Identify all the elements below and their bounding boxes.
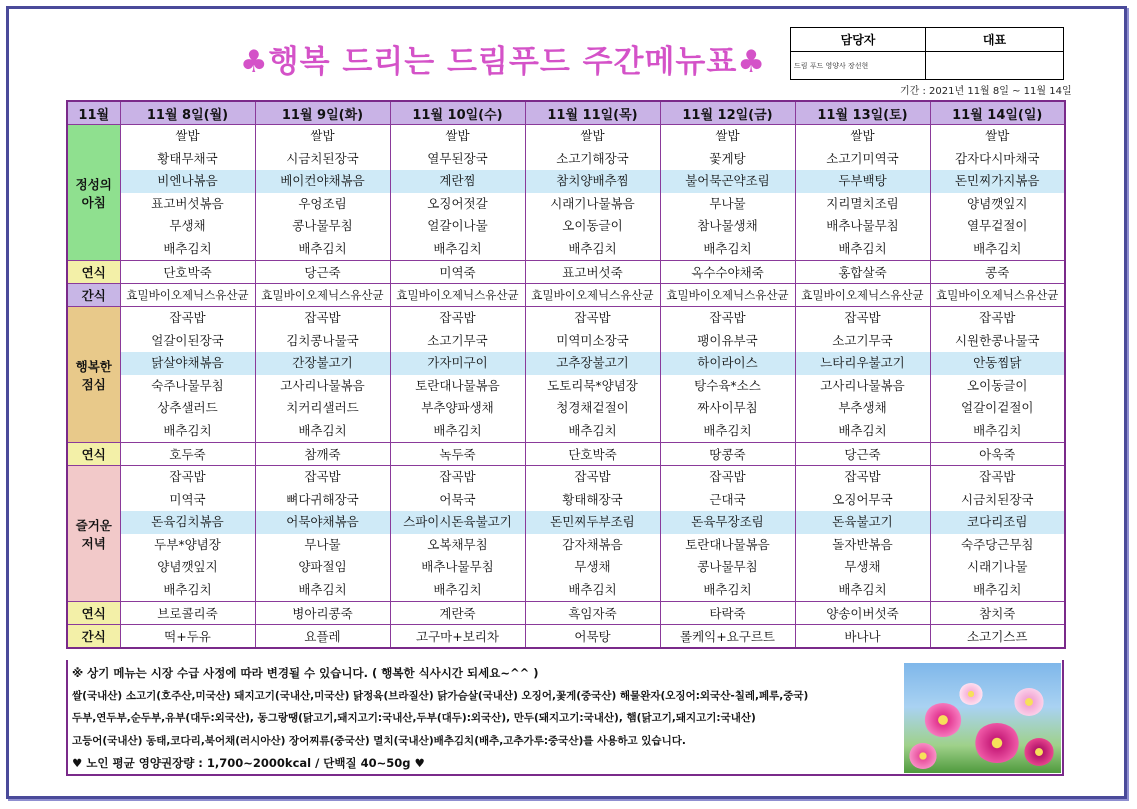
menu-item: 배추김치	[298, 422, 347, 438]
menu-item: 배추나물무침	[826, 218, 899, 233]
menu-item: 시래기나물	[967, 559, 1028, 574]
menu-item: 돈육무장조림	[661, 511, 795, 534]
menu-item: 잡곡밥	[169, 469, 206, 484]
breakfast-cell	[795, 125, 930, 261]
menu-item: 어묵국	[439, 491, 476, 507]
menu-item: 탕수육*소스	[694, 377, 761, 393]
day-header: 11월 9일(화)	[255, 101, 390, 125]
menu-item: 배추김치	[163, 422, 212, 438]
menu-item: 지리멸치조림	[826, 195, 899, 211]
menu-item: 배추김치	[568, 581, 617, 597]
menu-item: 무나물	[709, 195, 746, 211]
porridge-item: 콩죽	[930, 261, 1065, 284]
menu-item: 고추장불고기	[526, 352, 660, 375]
dinner-cell	[390, 466, 525, 602]
porridge-item: 계란죽	[390, 602, 525, 625]
menu-item: 쌀밥	[715, 128, 740, 143]
breakfast-cell	[120, 125, 255, 261]
porridge-item: 단호박죽	[525, 443, 660, 466]
menu-item: 소고기미역국	[826, 150, 899, 166]
snack-item: 효밀바이오제닉스유산균	[120, 284, 255, 307]
menu-item: 쌀밥	[310, 128, 335, 143]
menu-item: 배추김치	[568, 240, 617, 256]
menu-item: 스파이시돈육불고기	[391, 511, 525, 534]
menu-item: 가자미구이	[391, 352, 525, 375]
menu-item: 잡곡밥	[979, 469, 1016, 484]
menu-item: 잡곡밥	[304, 469, 341, 484]
snack-item: 요플레	[255, 625, 390, 649]
day-header: 11월 11일(목)	[525, 101, 660, 125]
porridge-item: 홍합살죽	[795, 261, 930, 284]
snack-item: 롤케익+요구르트	[660, 625, 795, 649]
menu-item: 열무겉절이	[967, 218, 1028, 233]
menu-item: 양념깻잎지	[967, 195, 1028, 211]
menu-item: 잡곡밥	[844, 310, 881, 325]
menu-item: 배추김치	[298, 240, 347, 256]
menu-item: 시금치된장국	[961, 491, 1034, 507]
footer-notes	[66, 660, 1064, 776]
snack-item: 효밀바이오제닉스유산균	[255, 284, 390, 307]
day-header: 11월 12일(금)	[660, 101, 795, 125]
breakfast-cell	[525, 125, 660, 261]
menu-item: 비엔나볶음	[121, 170, 255, 193]
porridge-item: 흑임자죽	[525, 602, 660, 625]
ceo-value	[926, 52, 1063, 79]
menu-item: 안동찜닭	[931, 352, 1065, 375]
porridge-item: 미역죽	[390, 261, 525, 284]
menu-item: 무나물	[304, 536, 341, 552]
menu-item: 오이동글이	[967, 377, 1028, 393]
menu-item: 무생채	[574, 559, 611, 574]
snack-item: 효밀바이오제닉스유산균	[525, 284, 660, 307]
menu-item: 잡곡밥	[169, 310, 206, 325]
lunch-row	[67, 307, 1065, 443]
menu-item: 김치콩나물국	[286, 332, 359, 348]
menu-item: 쌀밥	[175, 128, 200, 143]
dinner-label-line2: 저녁	[81, 535, 106, 551]
menu-item: 꽃게탕	[709, 150, 746, 166]
breakfast-label	[67, 125, 120, 261]
menu-item: 오징어무국	[832, 491, 893, 507]
lunch-cell	[255, 307, 390, 443]
menu-item: 토란대나물볶음	[685, 536, 770, 552]
menu-item: 베이컨야채볶음	[256, 170, 390, 193]
lunch-label	[67, 307, 120, 443]
menu-item: 배추김치	[703, 240, 752, 256]
menu-item: 오징어젓갈	[427, 195, 488, 211]
snack-item: 어묵탕	[525, 625, 660, 649]
page-title: ♣행복 드리는 드림푸드 주간메뉴표♣	[239, 44, 767, 80]
breakfast-cell	[930, 125, 1065, 261]
dinner-cell	[660, 466, 795, 602]
menu-item: 황태무채국	[157, 150, 218, 166]
menu-item: 표고버섯볶음	[151, 195, 224, 211]
menu-item: 간장불고기	[256, 352, 390, 375]
day-header: 11월 14일(일)	[930, 101, 1065, 125]
snack-item: 효밀바이오제닉스유산균	[660, 284, 795, 307]
menu-item: 양념깻잎지	[157, 559, 218, 574]
menu-item: 돌자반볶음	[832, 536, 893, 552]
menu-item: 돈육불고기	[796, 511, 930, 534]
menu-item: 숙주당근무침	[961, 536, 1034, 552]
menu-item: 미역미소장국	[556, 332, 629, 348]
porridge-item: 양송이버섯죽	[795, 602, 930, 625]
dinner-cell	[525, 466, 660, 602]
snack-pm-row	[67, 625, 1065, 649]
menu-item: 코다리조림	[931, 511, 1065, 534]
menu-item: 숙주나물무침	[151, 377, 224, 393]
snack-item: 효밀바이오제닉스유산균	[390, 284, 525, 307]
origin-line: 고등어(국내산) 동태,코다리,북어채(러시아산) 장어찌류(중국산) 멸치(국내산)배추김치(배추,고추가루:중국산)를 사용하고 있습니다.	[72, 734, 686, 747]
lunch-label-line2: 점심	[81, 376, 106, 392]
breakfast-label-line1: 정성의	[75, 176, 112, 192]
menu-item: 쌀밥	[445, 128, 470, 143]
menu-item: 소고기무국	[832, 332, 893, 348]
notice-line: ※ 상기 메뉴는 시장 수급 사정에 따라 변경될 수 있습니다. ( 행복한 식사시간 되세요~^^ )	[72, 666, 539, 680]
day-header: 11월 13일(토)	[795, 101, 930, 125]
approval-box	[790, 27, 1064, 80]
porridge-item: 병아리콩죽	[255, 602, 390, 625]
menu-item: 잡곡밥	[709, 310, 746, 325]
menu-item: 미역국	[169, 491, 206, 507]
menu-item: 잡곡밥	[304, 310, 341, 325]
period-text: 기간 : 2021년 11월 8일 ~ 11월 14일	[900, 86, 1072, 97]
porridge-item: 참치죽	[930, 602, 1065, 625]
menu-item: 배추김치	[163, 581, 212, 597]
menu-item: 느타리우불고기	[796, 352, 930, 375]
footer-lines	[72, 662, 902, 775]
dinner-row	[67, 466, 1065, 602]
menu-item: 돈민찌가지볶음	[931, 170, 1065, 193]
menu-item: 감자다시마채국	[954, 150, 1040, 166]
lunch-cell	[795, 307, 930, 443]
menu-item: 부추양파생채	[421, 400, 494, 415]
menu-item: 배추김치	[838, 240, 887, 256]
menu-item: 고사리나물볶음	[280, 377, 365, 393]
breakfast-cell	[390, 125, 525, 261]
breakfast-label-line2: 아침	[81, 194, 106, 210]
menu-item: 시원한콩나물국	[954, 332, 1040, 348]
porridge-label: 연식	[67, 261, 120, 284]
menu-item: 참치양배추찜	[526, 170, 660, 193]
menu-item: 참나물생채	[697, 218, 758, 233]
lunch-cell	[525, 307, 660, 443]
menu-item: 근대국	[709, 491, 746, 507]
menu-item: 쌀밥	[580, 128, 605, 143]
lunch-cell	[120, 307, 255, 443]
snack-item: 소고기스프	[930, 625, 1065, 649]
nutrition-line: ♥ 노인 평균 영양권장량 : 1,700~2000kcal / 단백질 40~50g ♥	[72, 756, 425, 770]
snack-label: 간식	[67, 625, 120, 649]
snack-item: 효밀바이오제닉스유산균	[795, 284, 930, 307]
menu-item: 도토리묵*양념장	[547, 377, 638, 393]
snack-label: 간식	[67, 284, 120, 307]
dinner-cell	[795, 466, 930, 602]
menu-item: 콩나물무침	[697, 559, 758, 574]
dinner-cell	[930, 466, 1065, 602]
menu-item: 소고기무국	[427, 332, 488, 348]
porridge-item: 참깨죽	[255, 443, 390, 466]
menu-item: 배추김치	[973, 240, 1022, 256]
porridge-item: 호두죽	[120, 443, 255, 466]
menu-item: 황태해장국	[562, 491, 623, 507]
breakfast-row	[67, 125, 1065, 261]
menu-item: 상추샐러드	[157, 400, 218, 415]
menu-item: 두부*양념장	[154, 536, 221, 552]
lunch-cell	[660, 307, 795, 443]
menu-item: 무생채	[844, 559, 881, 574]
menu-item: 얼갈이나물	[427, 218, 488, 233]
origin-line: 쌀(국내산) 소고기(호주산,미국산) 돼지고기(국내산,미국산) 닭정육(브라질산) 닭가슴살(국내산) 오징어,꽃게(중국산) 해물완자(오징어:외국산-칠레,페루,중국)	[72, 689, 809, 702]
menu-item: 돈육김치볶음	[121, 511, 255, 534]
header-row	[67, 101, 1065, 125]
menu-item: 잡곡밥	[574, 469, 611, 484]
snack-item: 고구마+보리차	[390, 625, 525, 649]
porridge-item: 표고버섯죽	[525, 261, 660, 284]
breakfast-porridge-row	[67, 261, 1065, 284]
lunch-cell	[930, 307, 1065, 443]
manager-value: 드림 푸드 영양사 장선현	[791, 52, 926, 79]
menu-item: 배추김치	[433, 240, 482, 256]
dinner-label	[67, 466, 120, 602]
menu-item: 계란찜	[391, 170, 525, 193]
menu-item: 오이동글이	[562, 218, 623, 233]
snack-item: 바나나	[795, 625, 930, 649]
menu-item: 배추김치	[163, 240, 212, 256]
porridge-item: 옥수수야채죽	[660, 261, 795, 284]
porridge-item: 아욱죽	[930, 443, 1065, 466]
menu-item: 부추생채	[838, 400, 887, 415]
menu-item: 배추나물무침	[421, 559, 494, 574]
menu-item: 얼갈이된장국	[151, 332, 224, 348]
menu-item: 배추김치	[973, 422, 1022, 438]
menu-item: 배추김치	[433, 581, 482, 597]
menu-item: 잡곡밥	[844, 469, 881, 484]
menu-item: 배추김치	[568, 422, 617, 438]
day-header: 11월 8일(월)	[120, 101, 255, 125]
menu-item: 우엉조림	[298, 195, 347, 211]
day-header: 11월 10일(수)	[390, 101, 525, 125]
menu-item: 시금치된장국	[286, 150, 359, 166]
dinner-label-line1: 즐거운	[75, 517, 112, 533]
porridge-item: 브로콜리죽	[120, 602, 255, 625]
menu-item: 닭살야채볶음	[121, 352, 255, 375]
menu-item: 얼갈이겉절이	[961, 400, 1034, 415]
menu-item: 돈민찌두부조림	[526, 511, 660, 534]
menu-item: 무생채	[169, 218, 206, 233]
snack-item: 떡+두유	[120, 625, 255, 649]
weekly-menu-table	[66, 100, 1066, 649]
lunch-label-line1: 행복한	[75, 358, 112, 374]
menu-item: 오복채무침	[427, 536, 488, 552]
menu-item: 잡곡밥	[439, 469, 476, 484]
menu-item: 하이라이스	[661, 352, 795, 375]
origin-line: 두부,연두부,순두부,유부(대두:외국산), 동그랑땡(닭고기,돼지고기:국내산,두부(대두):외국산), 만두(돼지고기:국내산), 햄(닭고기,돼지고기:국내산)	[72, 712, 756, 724]
manager-label: 담당자	[791, 28, 926, 52]
menu-item: 배추김치	[433, 422, 482, 438]
breakfast-cell	[660, 125, 795, 261]
porridge-item: 녹두죽	[390, 443, 525, 466]
menu-item: 뼈다귀해장국	[286, 491, 359, 507]
menu-item: 두부백탕	[796, 170, 930, 193]
menu-item: 잡곡밥	[439, 310, 476, 325]
porridge-item: 당근죽	[795, 443, 930, 466]
porridge-label: 연식	[67, 443, 120, 466]
menu-item: 양파절임	[298, 559, 347, 574]
menu-item: 어묵야채볶음	[256, 511, 390, 534]
menu-item: 열무된장국	[427, 150, 488, 166]
menu-item: 소고기해장국	[556, 150, 629, 166]
porridge-item: 땅콩죽	[660, 443, 795, 466]
menu-item: 치커리샐러드	[286, 400, 359, 415]
menu-item: 잡곡밥	[574, 310, 611, 325]
cosmos-flower-image	[904, 663, 1061, 773]
snack-item: 효밀바이오제닉스유산균	[930, 284, 1065, 307]
menu-item: 시래기나물볶음	[550, 195, 635, 211]
menu-item: 불어묵곤약조림	[661, 170, 795, 193]
menu-item: 배추김치	[838, 581, 887, 597]
lunch-cell	[390, 307, 525, 443]
ceo-label: 대표	[926, 28, 1063, 52]
menu-item: 짜사이무침	[697, 400, 758, 415]
menu-item: 배추김치	[703, 422, 752, 438]
menu-item: 배추김치	[838, 422, 887, 438]
porridge-item: 타락죽	[660, 602, 795, 625]
menu-item: 배추김치	[973, 581, 1022, 597]
breakfast-cell	[255, 125, 390, 261]
menu-item: 감자채볶음	[562, 536, 623, 552]
menu-item: 잡곡밥	[979, 310, 1016, 325]
dinner-cell	[120, 466, 255, 602]
porridge-item: 단호박죽	[120, 261, 255, 284]
menu-item: 토란대나물볶음	[415, 377, 500, 393]
porridge-item: 당근죽	[255, 261, 390, 284]
menu-item: 팽이유부국	[697, 332, 758, 348]
menu-item: 쌀밥	[850, 128, 875, 143]
snack-am-row	[67, 284, 1065, 307]
menu-item: 청경채겉절이	[556, 400, 629, 415]
menu-item: 고사리나물볶음	[820, 377, 905, 393]
dinner-porridge-row	[67, 602, 1065, 625]
menu-item: 콩나물무침	[292, 218, 353, 233]
dinner-cell	[255, 466, 390, 602]
porridge-label: 연식	[67, 602, 120, 625]
menu-item: 쌀밥	[985, 128, 1010, 143]
menu-item: 배추김치	[703, 581, 752, 597]
lunch-porridge-row	[67, 443, 1065, 466]
month-header: 11월	[67, 101, 120, 125]
menu-item: 배추김치	[298, 581, 347, 597]
menu-item: 잡곡밥	[709, 469, 746, 484]
